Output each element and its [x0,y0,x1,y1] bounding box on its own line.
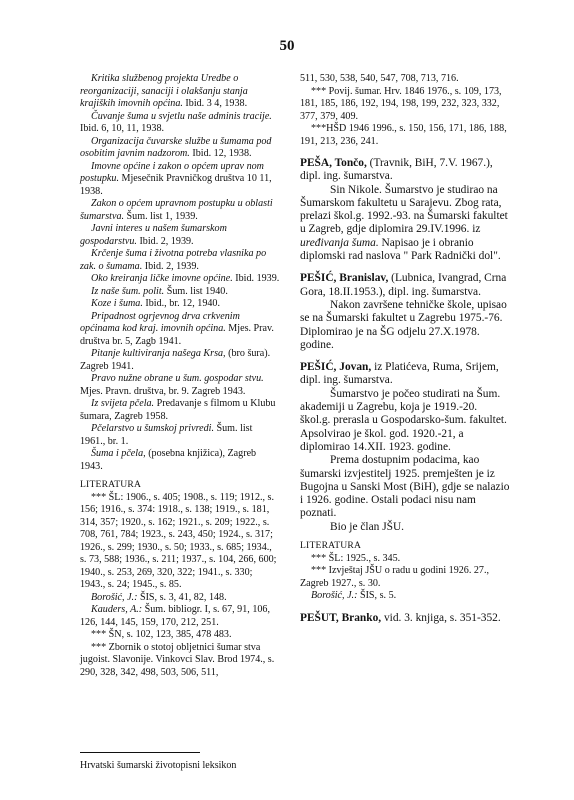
bibliography-title: Čuvanje šuma u svjetlu naše adminis tracije. [91,110,272,122]
bibliography-source: Mjesečnik Pravničkog društva 10 11, 1938. [80,173,272,197]
bibliography-source: Ibid. 2, 1939. [136,235,194,247]
bibliography-source: Šum. list 1, 1939. [124,210,198,222]
bibliography-title: Kritika službenog projekta Uredbe o reorganizaciji, sanaciji i olakšanju stanja krajiških imovnih općina. [80,73,248,109]
entry-body-3: Bio je član JŠU. [330,520,405,533]
footer-title: Hrvatski šumarski životopisni leksikon [80,760,237,771]
bibliography-item [80,448,280,473]
bibliography-item [80,286,280,299]
literature-item: ***HŠD 1946 1996., s. 150, 156, 171, 186, 188, 191, 213, 236, 241. [300,123,507,147]
bibliography-title: Šuma i pčela, [91,448,146,459]
bibliography-title: Zakon o općem upravnom postupku u oblasti šumarstva. [80,198,273,222]
literature-item [80,642,280,680]
bibliography-list [80,73,280,473]
left-column [80,73,280,679]
literature-list-right [300,553,510,603]
literature-heading: LITERATURA [80,479,142,490]
entry-body [300,388,510,454]
bibliography-item [80,298,280,311]
literature-author: Borošić, J.: [311,590,358,602]
entry-header [300,157,510,184]
bibliography-title: Krčenje šuma i životna potreba vlasnika po zak. o šumama. [80,248,267,272]
bibliography-item [80,348,280,373]
entry-reference: vid. 3. knjiga, s. 351-352. [381,611,501,624]
bibliography-item [80,161,280,199]
literature-item: 511, 530, 538, 540, 547, 708, 713, 716. [300,73,459,84]
entry-body [300,184,510,264]
bibliography-title: Javni interes u našem šumarskom gospodarstvu. [80,223,227,247]
bibliography-item [80,373,280,398]
bibliography-source: Mjes. Pravn. društva, br. 9. Zagreb 1943. [80,385,246,397]
bibliography-source: Predavanje s filmom u Klubu šumara, Zagreb 1958. [80,398,276,422]
literature-item [300,590,510,603]
bibliography-source: Ibid. 3 4, 1938. [182,98,248,109]
bibliography-item [80,398,280,423]
bibliography-item [80,73,280,111]
literature-source: *** ŠL: 1906., s. 405; 1908., s. 119; 1912., s. 156; 1916., s. 374: 1918., s. 138; 1919., s. 181, 314, 357; 1920., s. 162; 1921., s. 209; 1922., s. 708, 761, 784; 1923., s. 243, 450; 1924., s. 317; 1926., s. 299; 1930., s. 50; 1933., s. 685; 1934., s. 73, 588; 1936., s. 211; 1937., s. 104, 266, 600; 1940., s. 253, 269, 320, 322; 1941., s. 330; 1943., s. 24; 1945., s. 85. [80,491,277,590]
literature-item [80,492,280,592]
entry-text-end: Napisao je i obranio diplomski rad naslova " Park Radnički dol". [300,236,501,263]
bibliography-item [80,273,280,286]
entry-surname: PEŠIĆ, Jovan, [300,361,372,374]
bibliography-source: Šum. list 1961., br. 1. [80,423,253,447]
entry-text: Sin Nikole. Šumarstvo je studirao na Šumarskom fakultetu u Sarajevu. Zbog rata, prelazi škol.g. 1992.-93. na Šumarski fakultet u Zagreb, gdje diplomira 29.IV.1996. iz [300,183,508,236]
bibliography-item [80,248,280,273]
entry-body [300,299,510,352]
literature-source: *** ŠN, s. 102, 123, 385, 478 483. [91,629,232,640]
bibliography-title: Iz svijeta pčela. [91,398,155,409]
entry-details: (Lubnica, Ivangrad, Crna Gora, 18.II.1953.), dipl. ing. šumarstva. [300,272,507,298]
literature-author: Kauders, A.: [91,604,143,615]
literature-source: *** ŠL: 1925., s. 345. [311,552,401,564]
literature-item: *** Povij. šumar. Hrv. 1846 1976., s. 109, 173, 181, 185, 186, 192, 194, 198, 199, 232, 323, 332, 377, 379, 409. [300,85,502,122]
bibliography-source: (posebna knjižica), Zagreb 1943. [80,448,257,472]
literature-source: *** Zbornik o stotoj obljetnici šumar stva jugoist. Slavonije. Vinkovci Slav. Brod 1974., s. 290, 328, 342, 498, 503, 506, 511, [80,641,275,678]
entry-text: Šumarstvo je počeo studirati na Šum. akademiji u Zagrebu, koja je 1919.-20. škol.g. prerasla u Gospodarsko-šum. fakultet. Apsolvirao je škol. god. 1920.-21, a diplomirao 14.XII. 1923. godine. [300,387,507,453]
entry-cross-reference [300,612,510,625]
bibliography-source: Ibid. 6, 10, 11, 1938. [80,123,165,134]
footer-rule [80,752,200,753]
literature-heading-right: LITERATURA [300,540,362,552]
literature-item [80,629,280,642]
bibliography-source: Ibid., br. 12, 1940. [142,298,220,309]
bibliography-title: Pravo nužne obrane u šum. gospodar stvu. [91,373,264,384]
bibliography-item [80,198,280,223]
bibliography-item [80,111,280,136]
bibliography-title: Pitanje kultiviranja našega Krsa, [91,348,226,359]
entry-details: (Travnik, BiH, 7.V. 1967.), dipl. ing. šumarstva. [300,157,493,183]
entry-text: Nakon završene tehničke škole, upisao se na Šumarski fakultet u Zagrebu 1975.-76. Diplomirao je na ŠG odjelu 27.X.1978. godine. [300,298,507,351]
bibliography-source: Mjes. Prav. društva br. 5, Zagb 1941. [80,323,274,347]
bibliography-title: Koze i šuma. [91,298,143,309]
entry-header [300,361,510,388]
entry-surname: PEŠA, Tončo, [300,157,367,169]
bibliography-title: Organizacija čuvarske službe u šumama pod osobitim javnim nadzorom. [80,135,272,159]
bibliography-item [80,136,280,161]
entry-details: iz Platićeva, Ruma, Srijem, dipl. ing. šumarstva. [300,361,499,387]
bibliography-source: Ibid. 12, 1938. [189,148,252,159]
bibliography-source: (bro šura). Zagreb 1941. [80,348,271,372]
literature-detail: ŠIS, s. 5. [357,590,397,602]
entry-body-2: Prema dostupnim podacima, kao šumarski izvjestitelj 1925. premješten je iz Bugojna u Sanski Most (BiH), gdje se nalazio i 1926. godine. Ostali podaci nisu nam poznati. [300,454,510,520]
entry-surname: PEŠIĆ, Branislav, [300,272,389,285]
literature-detail: Šum. bibliogr. I, s. 67, 91, 106, 126, 144, 145, 159, 170, 212, 251. [80,604,270,628]
literature-item [80,604,280,629]
bibliography-item [80,311,280,349]
literature-continuation [300,73,510,148]
literature-item [80,592,280,605]
literature-list [80,492,280,680]
bibliography-title: Pripadnost ogrjevnog drva crkvenim općinama kod kraj. imovnih općina. [80,310,240,334]
literature-source: *** Izvještaj JŠU o radu u godini 1926. 27., Zagreb 1927., s. 30. [300,565,490,589]
bibliography-source: Ibid. 1939. [232,273,280,284]
bibliography-source: Šum. list 1940. [164,285,228,297]
bibliography-title: Iz naše šum. polit. [91,285,165,297]
entries-list [300,157,510,534]
entry-text-emphasis: uređivanja šuma. [300,236,379,249]
bibliography-title: Pčelarstvo u šumskoj privredi. [91,423,214,434]
entry-header [300,272,510,299]
bibliography-item [80,423,280,448]
literature-author: Borošić, J.: [91,591,138,603]
literature-item [300,553,510,566]
entry-surname: PEŠUT, Branko, [300,611,382,624]
bibliography-title: Imovne općine i zakon o općem uprav nom postupku. [80,160,264,184]
page-number: 50 [279,38,295,54]
literature-detail: ŠIS, s. 3, 41, 82, 148. [137,591,227,603]
bibliography-title: Oko kreiranja ličke imovne općine. [91,273,233,284]
bibliography-source: Ibid. 2, 1939. [142,260,199,272]
literature-item [300,565,510,590]
right-column [300,73,510,625]
bibliography-item [80,223,280,248]
